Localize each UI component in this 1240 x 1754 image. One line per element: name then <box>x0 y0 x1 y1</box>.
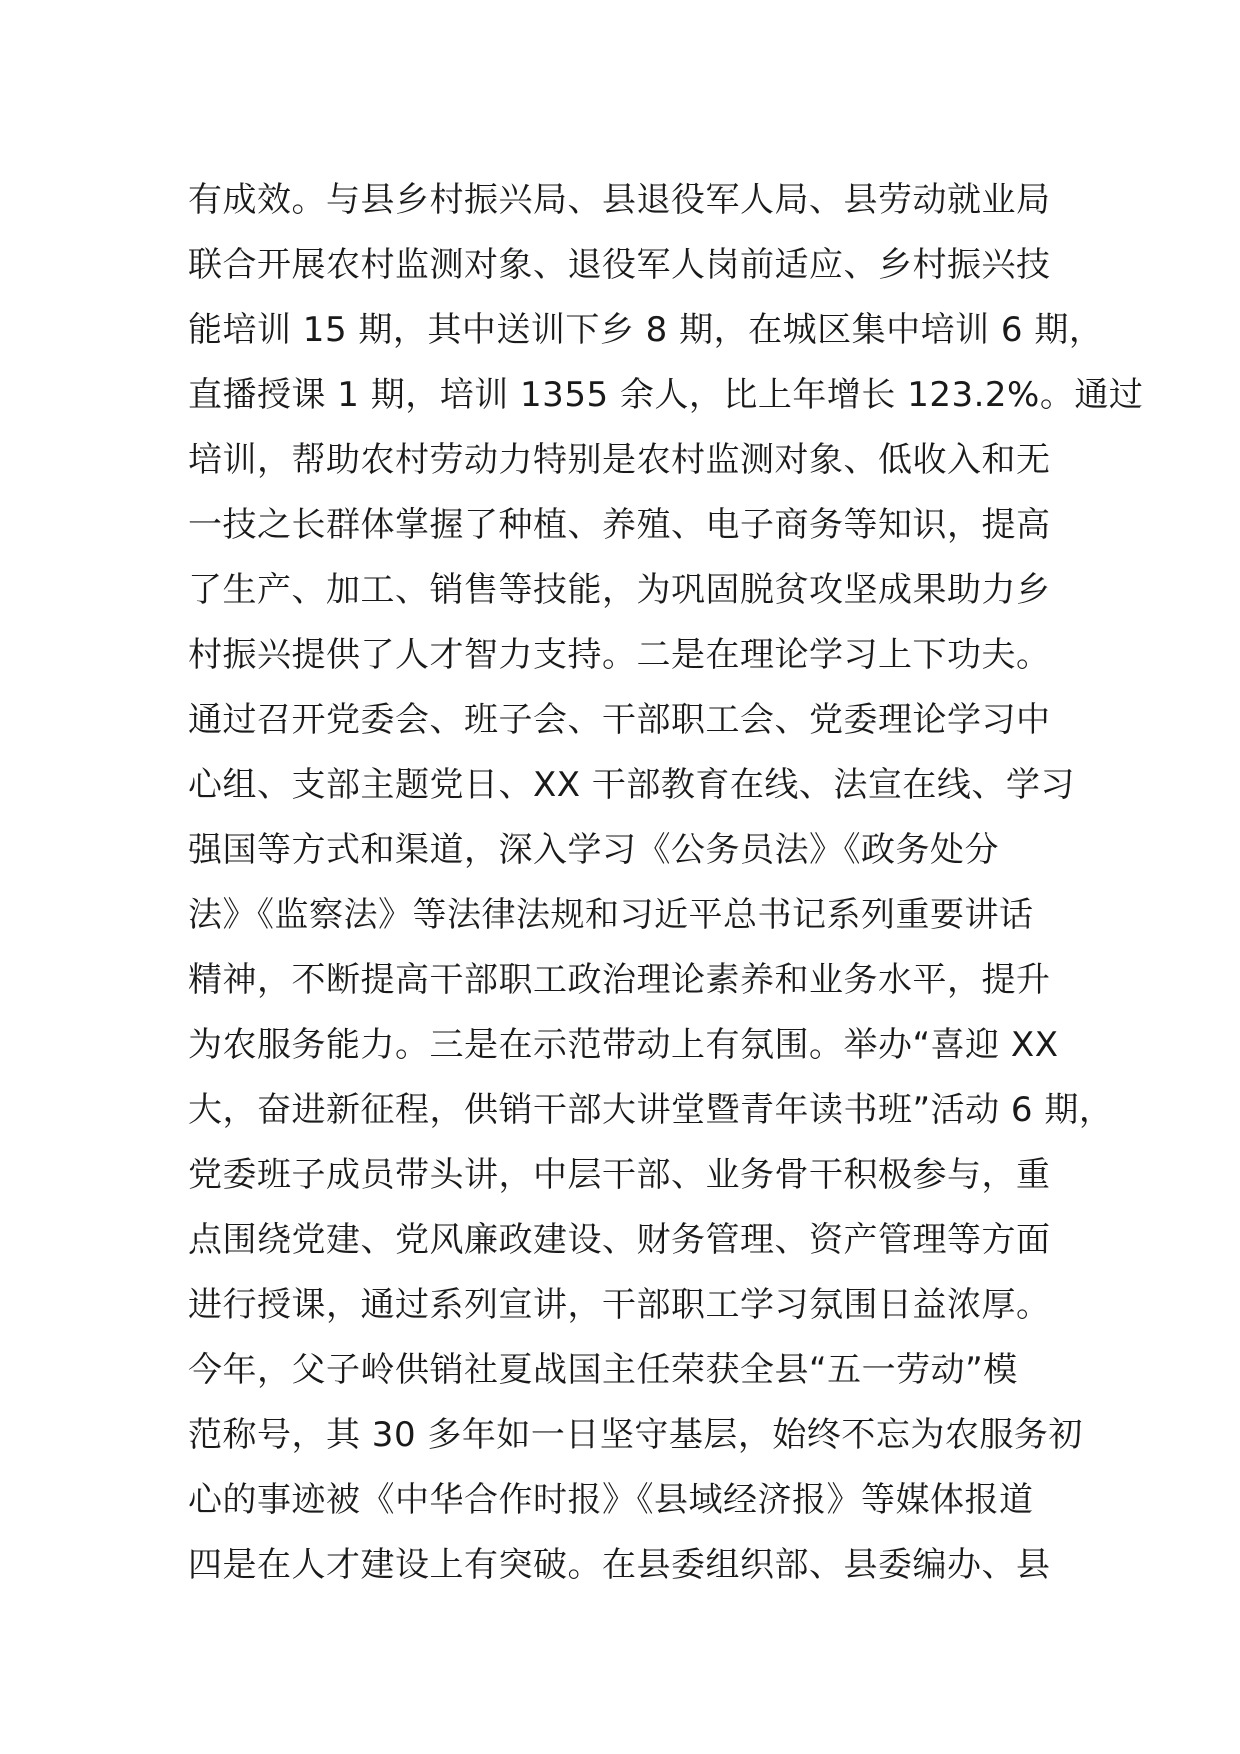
text-line: 直播授课 1 期，培训 1355 余人，比上年增长 123.2%。通过 <box>188 375 1144 415</box>
text-line: 心的事迹被《中华合作时报》《县域经济报》等媒体报道 <box>188 1480 1034 1520</box>
text-line: 村振兴提供了人才智力支持。二是在理论学习上下功夫。 <box>188 635 1051 675</box>
text-line: 强国等方式和渠道，深入学习《公务员法》《政务处分 <box>188 830 999 870</box>
text-line: 进行授课，通过系列宣讲，干部职工学习氛围日益浓厚。 <box>188 1285 1051 1325</box>
text-line: 点围绕党建、党风廉政建设、财务管理、资产管理等方面 <box>188 1220 1051 1260</box>
text-line: 法》《监察法》等法律法规和习近平总书记系列重要讲话 <box>188 895 1034 935</box>
text-line: 今年，父子岭供销社夏战国主任荣获全县“五一劳动”模 <box>188 1350 1018 1390</box>
text-line: 有成效。与县乡村振兴局、县退役军人局、县劳动就业局 <box>188 180 1051 220</box>
text-line: 通过召开党委会、班子会、干部职工会、党委理论学习中 <box>188 700 1051 740</box>
text-line: 心组、支部主题党日、XX 干部教育在线、法宣在线、学习 <box>188 765 1075 805</box>
text-line: 一技之长群体掌握了种植、养殖、电子商务等知识，提高 <box>188 505 1051 545</box>
text-line: 范称号，其 30 多年如一日坚守基层，始终不忘为农服务初 <box>188 1415 1083 1455</box>
body-text <box>188 168 1144 1598</box>
text-line: 大，奋进新征程，供销干部大讲堂暨青年读书班”活动 6 期， <box>188 1090 1114 1130</box>
text-line: 精神，不断提高干部职工政治理论素养和业务水平，提升 <box>188 960 1051 1000</box>
text-line: 能培训 15 期，其中送训下乡 8 期，在城区集中培训 6 期， <box>188 310 1104 350</box>
text-line: 培训，帮助农村劳动力特别是农村监测对象、低收入和无 <box>188 440 1051 480</box>
text-line: 了生产、加工、销售等技能，为巩固脱贫攻坚成果助力乡 <box>188 570 1051 610</box>
text-line: 联合开展农村监测对象、退役军人岗前适应、乡村振兴技 <box>188 245 1051 285</box>
text-line: 四是在人才建设上有突破。在县委组织部、县委编办、县 <box>188 1545 1051 1585</box>
text-line: 为农服务能力。三是在示范带动上有氛围。举办“喜迎 XX <box>188 1025 1059 1065</box>
text-line: 党委班子成员带头讲，中层干部、业务骨干积极参与，重 <box>188 1155 1051 1195</box>
